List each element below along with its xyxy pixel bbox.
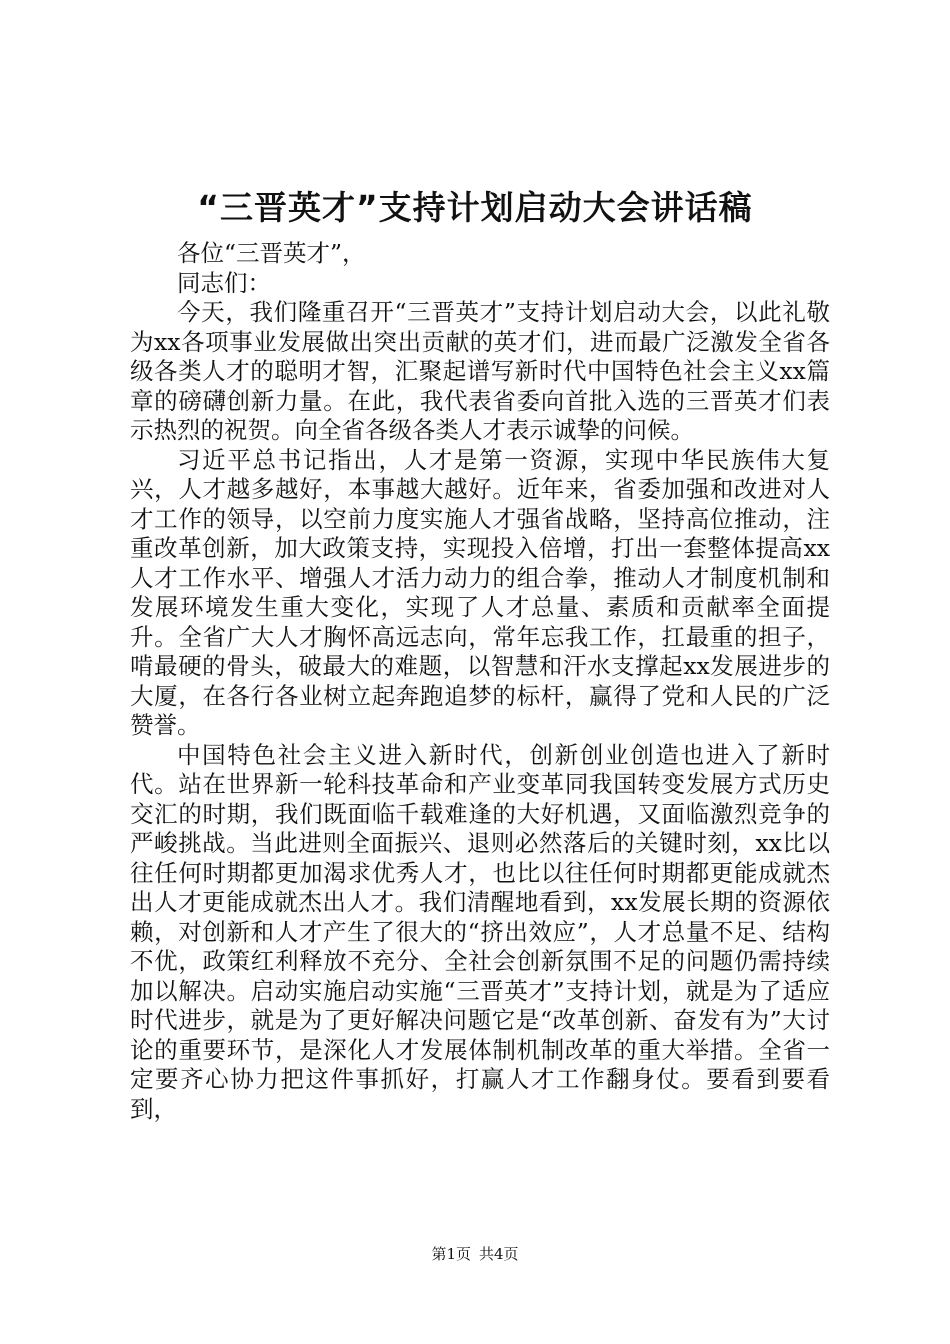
body-paragraph: 今天，我们隆重召开“三晋英才”支持计划启动大会，以此礼敬为xx各项事业发展做出突出贡献的英才们，进而最广泛激发全省各级各类人才的聪明才智，汇聚起谱写新时代中国特色社会主义xx篇章的磅礴创新力量。在此，我代表省委向首批入选的三晋英才们表示热烈的祝贺。向全省各级各类人才表示诚挚的问候。 [130, 298, 830, 444]
body-paragraph: 中国特色社会主义进入新时代，创新创业创造也进入了新时代。站在世界新一轮科技革命和产业变革同我国转变发展方式历史交汇的时期，我们既面临千载难逢的大好机遇，又面临激烈竞争的严峻挑战。当此进则全面振兴、退则必然落后的关键时刻，xx比以往任何时期都更加渴求优秀人才，也比以往任何时期都更能成就杰出人才更能成就杰出人才。我们清醒地看到，xx发展长期的资源依赖，对创新和人才产生了很大的“挤出效应”，人才总量不足、结构不优，政策红利释放不充分、全社会创新氛围不足的问题仍需持续加以解决。启动实施启动实施“三晋英才”支持计划，就是为了适应时代进步，就是为了更好解决问题它是“改革创新、奋发有为”大讨论的重要环节，是深化人才发展体制机制改革的重大举措。全省一定要齐心协力把这件事抓好，打赢人才工作翻身仗。要看到要看到， [130, 740, 830, 1123]
body-paragraph: 习近平总书记指出，人才是第一资源，实现中华民族伟大复兴，人才越多越好，本事越大越好。近年来，省委加强和改进对人才工作的领导，以空前力度实施人才强省战略，坚持高位推动，注重改革创新，加大政策支持，实现投入倍增，打出一套整体提高xx人才工作水平、增强人才活力动力的组合拳，推动人才制度机制和发展环境发生重大变化，实现了人才总量、素质和贡献率全面提升。全省广大人才胸怀高远志向，常年忘我工作，扛最重的担子，啃最硬的骨头，破最大的难题，以智慧和汗水支撑起xx发展进步的大厦，在各行各业树立起奔跑追梦的标杆，赢得了党和人民的广泛赞誉。 [130, 445, 830, 739]
salutation-line: 各位“三晋英才”， [177, 239, 366, 267]
document-title: “三晋英才”支持计划启动大会讲话稿 [197, 188, 753, 227]
page-number: 第1页 [431, 1245, 471, 1263]
salutation-line: 同志们： [177, 268, 271, 297]
page-total: 共4页 [479, 1245, 519, 1263]
document-body [130, 239, 830, 1124]
page-footer [0, 1244, 950, 1264]
